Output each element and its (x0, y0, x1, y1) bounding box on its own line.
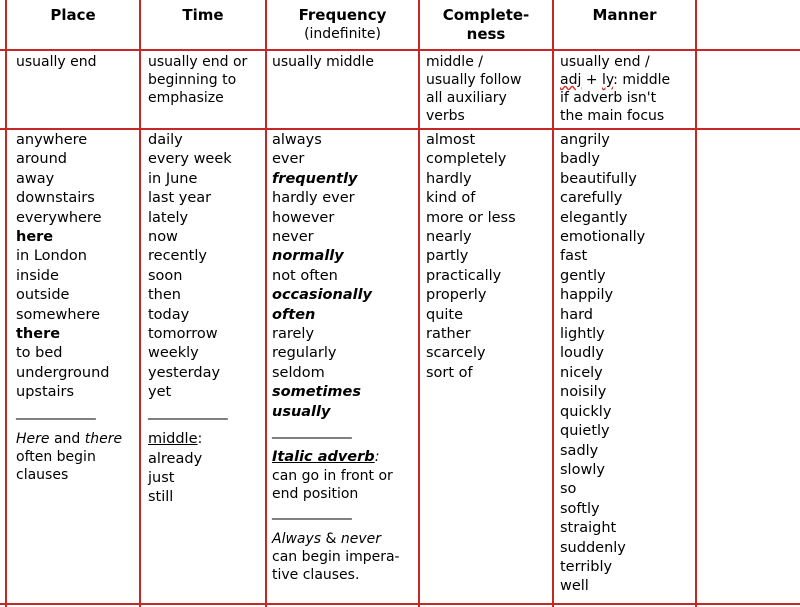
position-frequency (272, 53, 374, 71)
list-item: daily (148, 132, 183, 148)
list-item: sadly (560, 442, 599, 459)
column-divider (139, 0, 141, 607)
list-item: angrily (560, 132, 610, 148)
list-item: sort of (426, 364, 473, 381)
position-line: usually middle (272, 54, 374, 70)
column-divider (418, 0, 420, 607)
list-item: quickly (560, 403, 612, 420)
column-divider (552, 0, 554, 607)
position-completeness (426, 53, 521, 125)
middle-colon: : (197, 431, 203, 448)
list-item: completely (426, 151, 507, 168)
position-place (16, 53, 97, 71)
list-item: to bed (16, 345, 63, 362)
note-text: can begin impera- (272, 549, 400, 566)
note-text: tive clauses. (272, 567, 360, 584)
position-line: verbs (426, 108, 465, 124)
note-text: often begin (16, 449, 96, 466)
list-item: tomorrow (148, 326, 218, 343)
spellcheck-word: ly (602, 72, 614, 88)
list-item: regularly (272, 345, 337, 362)
list-item: away (16, 170, 55, 187)
separator-rule: ___________ (16, 403, 96, 420)
position-line: emphasize (148, 90, 224, 106)
list-item: around (16, 151, 67, 168)
time-column (148, 131, 232, 508)
list-item: in June (148, 170, 198, 187)
header-completeness-line2: ness (466, 25, 506, 43)
header-place: Place (50, 6, 96, 24)
list-item: quite (426, 306, 464, 323)
list-item: partly (426, 248, 469, 265)
list-item: somewhere (16, 306, 101, 323)
note-text: Always (272, 531, 322, 548)
list-item: today (148, 306, 190, 323)
list-item: now (148, 229, 178, 246)
list-item: fast (560, 248, 588, 265)
list-item: anywhere (16, 132, 88, 148)
list-item: often (272, 306, 316, 323)
list-item: never (272, 229, 314, 246)
list-item: nicely (560, 364, 603, 381)
separator-rule: ___________ (272, 503, 352, 520)
list-item: carefully (560, 190, 623, 207)
header-time: Time (182, 6, 224, 24)
list-item: in London (16, 248, 87, 265)
list-item: emotionally (560, 229, 646, 246)
list-item: almost (426, 132, 476, 148)
list-item: suddenly (560, 539, 626, 556)
list-item: lately (148, 209, 189, 226)
list-item: outside (16, 287, 70, 304)
position-time (148, 53, 247, 107)
list-item: there (16, 326, 61, 343)
list-item: every week (148, 151, 232, 168)
list-item: well (560, 578, 589, 595)
note-text: end position (272, 485, 359, 502)
list-item: practically (426, 267, 502, 284)
list-item: lightly (560, 326, 605, 343)
note-text: & (321, 531, 341, 548)
list-item: yet (148, 384, 172, 401)
list-item: already (148, 450, 203, 467)
italic-adverb-colon: : (374, 448, 380, 465)
list-item: then (148, 287, 181, 304)
position-line: middle / (426, 54, 483, 70)
list-item: properly (426, 287, 487, 304)
column-divider (695, 0, 697, 607)
list-item: usually (272, 403, 331, 420)
list-item: inside (16, 267, 59, 284)
list-item: gently (560, 267, 606, 284)
position-line: usually end (16, 54, 97, 70)
list-item: elegantly (560, 209, 628, 226)
list-item: beautifully (560, 170, 637, 187)
note-text: there (84, 431, 123, 448)
position-line (560, 71, 670, 89)
list-item: normally (272, 248, 344, 265)
header-frequency-subtitle: (indefinite) (304, 26, 381, 42)
list-item: straight (560, 520, 617, 537)
list-item: occasionally (272, 287, 372, 304)
row-divider (0, 128, 800, 130)
position-line: if adverb isn't (560, 90, 657, 106)
note-text: and (49, 431, 85, 448)
header-frequency (267, 6, 418, 44)
list-item: not often (272, 267, 338, 284)
list-item: happily (560, 287, 614, 304)
header-completeness-line1: Complete- (442, 6, 530, 24)
list-item: hardly (426, 170, 472, 187)
header-completeness (420, 6, 552, 44)
italic-adverb-label (272, 448, 400, 467)
list-item: rather (426, 326, 471, 343)
position-line: all auxiliary (426, 90, 507, 106)
place-note (16, 430, 122, 484)
header-manner: Manner (592, 6, 657, 24)
position-line: usually end or (148, 54, 248, 70)
list-item: terribly (560, 558, 613, 575)
list-item: hard (560, 306, 593, 323)
position-text: + (581, 72, 602, 88)
note-text: never (340, 531, 382, 548)
header-frequency-title: Frequency (298, 6, 387, 24)
spellcheck-word: adj (560, 72, 582, 88)
list-item: upstairs (16, 384, 75, 401)
position-line: usually end / (560, 54, 650, 70)
position-line: beginning to (148, 72, 237, 88)
column-divider (265, 0, 267, 607)
list-item: recently (148, 248, 207, 265)
completeness-column (426, 131, 516, 383)
row-divider (0, 49, 800, 51)
list-item: ever (272, 151, 305, 168)
always-never-note (272, 530, 400, 548)
list-item: underground (16, 364, 110, 381)
list-item: softly (560, 500, 600, 517)
list-item: weekly (148, 345, 199, 362)
position-line: the main focus (560, 108, 665, 124)
list-item: so (560, 481, 577, 498)
list-item: seldom (272, 364, 325, 381)
note-text: can go in front or (272, 467, 393, 484)
list-item: sometimes (272, 384, 362, 401)
list-item: quietly (560, 423, 610, 440)
italic-adverb-title: Italic adverb (272, 448, 375, 465)
frequency-column (272, 131, 400, 584)
list-item: slowly (560, 461, 605, 478)
list-item: more or less (426, 209, 516, 226)
table-border-left (5, 0, 7, 607)
note-text: clauses (16, 467, 69, 484)
time-middle-label (148, 430, 232, 449)
list-item: everywhere (16, 209, 102, 226)
place-column (16, 131, 122, 484)
list-item: scarcely (426, 345, 486, 362)
manner-column (560, 131, 645, 597)
list-item: last year (148, 190, 212, 207)
note-text: Here (16, 431, 50, 448)
list-item: nearly (426, 229, 472, 246)
separator-rule: ___________ (272, 423, 352, 440)
middle-label: middle (148, 431, 198, 448)
list-item: still (148, 489, 174, 506)
list-item: rarely (272, 326, 315, 343)
list-item: yesterday (148, 364, 221, 381)
list-item: hardly ever (272, 190, 355, 207)
list-item: downstairs (16, 190, 95, 207)
list-item: loudly (560, 345, 604, 362)
table-border-bottom (0, 603, 800, 605)
list-item: always (272, 132, 322, 148)
position-text: : middle (613, 72, 671, 88)
list-item: here (16, 229, 54, 246)
list-item: kind of (426, 190, 476, 207)
list-item: soon (148, 267, 183, 284)
list-item: however (272, 209, 335, 226)
separator-rule: ___________ (148, 403, 228, 420)
position-manner (560, 53, 670, 125)
list-item: frequently (272, 170, 358, 187)
list-item: noisily (560, 384, 607, 401)
position-line: usually follow (426, 72, 522, 88)
list-item: just (148, 469, 175, 486)
list-item: badly (560, 151, 600, 168)
